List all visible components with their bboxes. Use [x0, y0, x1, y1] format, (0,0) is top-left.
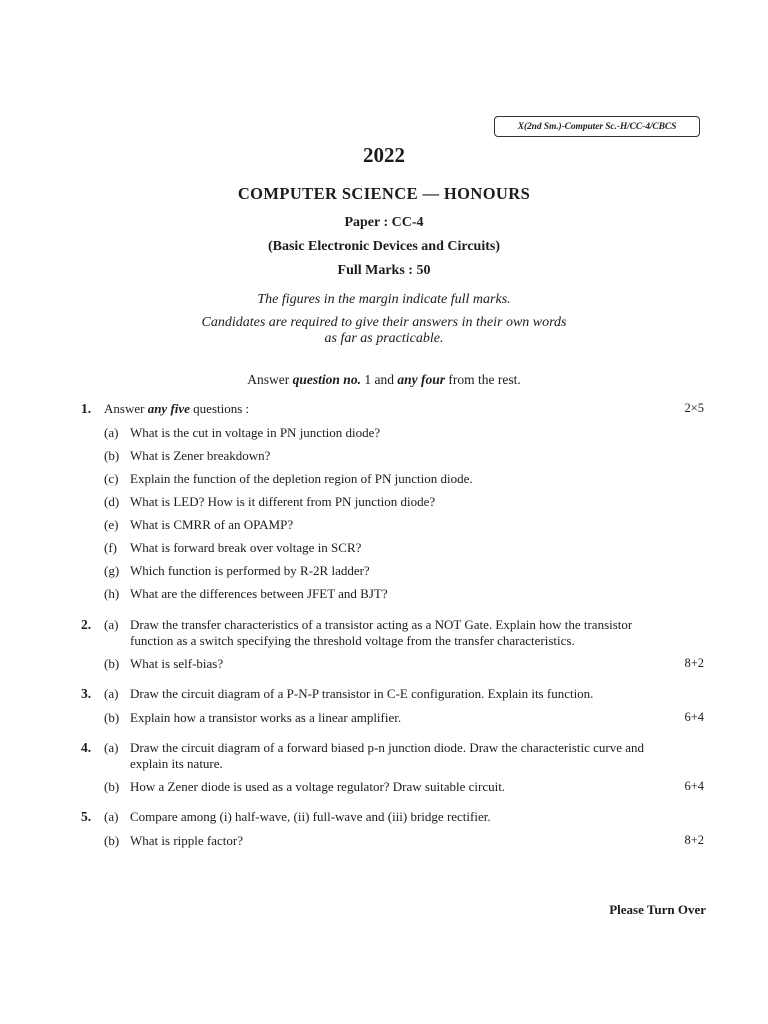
- q1-item-label: (h): [104, 586, 120, 601]
- q5-b-label: (b): [104, 833, 120, 848]
- q2-b-text: What is self-bias?: [130, 656, 224, 671]
- q1-item-text: What is the cut in voltage in PN junction diode?: [130, 425, 381, 440]
- q1-prefix: Answer: [104, 401, 148, 416]
- q4-b-text: How a Zener diode is used as a voltage regulator? Draw suitable circuit.: [130, 779, 506, 794]
- question-1-stem: [104, 401, 249, 417]
- subject-title: COMPUTER SCIENCE — HONOURS: [237, 184, 531, 203]
- q3-marks: 6+4: [684, 710, 704, 724]
- question-number-2: 2.: [81, 617, 92, 632]
- q1-item-text: Explain the function of the depletion region of PN junction diode.: [130, 471, 473, 486]
- q3-a-text: Draw the circuit diagram of a P-N-P transistor in C-E configuration. Explain its function.: [130, 686, 594, 701]
- q5-b-text: What is ripple factor?: [130, 833, 243, 848]
- q4-b-label: (b): [104, 779, 120, 794]
- q1-item: [104, 448, 270, 464]
- q5-marks: 8+2: [684, 833, 704, 847]
- q5-a-label: (a): [104, 809, 119, 824]
- q2-a-text-line1: Draw the transfer characteristics of a transistor acting as a NOT Gate. Explain how the transistor: [130, 617, 633, 632]
- answer-instruction: [0, 372, 768, 388]
- q4-marks: 6+4: [684, 779, 704, 793]
- q1-item-text: Which function is performed by R-2R ladder?: [130, 563, 370, 578]
- q2-part-a: [104, 617, 632, 633]
- q3-part-b: [104, 710, 401, 726]
- q4-a-text-line1: Draw the circuit diagram of a forward biased p-n junction diode. Draw the characteristic curve and: [130, 740, 645, 755]
- q4-part-a: [104, 740, 644, 756]
- q1-item-text: What is LED? How is it different from PN junction diode?: [130, 494, 436, 509]
- q3-part-a: [104, 686, 593, 702]
- q1-item-label: (d): [104, 494, 120, 509]
- q1-item-label: (b): [104, 448, 120, 463]
- instruction-qref: question no.: [292, 372, 361, 387]
- q1-item: [104, 563, 370, 579]
- question-number-4: 4.: [81, 740, 92, 755]
- q2-part-b: [104, 656, 223, 672]
- q1-item: [104, 471, 473, 487]
- q1-item-label: (e): [104, 517, 119, 532]
- paper-topic: (Basic Electronic Devices and Circuits): [267, 239, 500, 254]
- q1-marks: 2×5: [684, 401, 704, 415]
- q1-suffix: questions :: [189, 401, 250, 416]
- q5-part-a: [104, 809, 491, 825]
- question-number-5: 5.: [81, 809, 92, 824]
- exam-year: 2022: [363, 143, 405, 167]
- question-number-1: 1.: [81, 401, 92, 416]
- q1-item: [104, 517, 293, 533]
- paper-code: X(2nd Sm.)-Computer Sc.-H/CC-4/CBCS: [517, 121, 677, 132]
- q1-item-label: (f): [104, 540, 117, 555]
- q3-a-label: (a): [104, 686, 119, 701]
- please-turn-over: Please Turn Over: [609, 902, 706, 917]
- instruction-mid: 1 and: [360, 372, 398, 387]
- q3-b-label: (b): [104, 710, 120, 725]
- q2-b-label: (b): [104, 656, 120, 671]
- q1-item-label: (g): [104, 563, 120, 578]
- paper-number: Paper : CC-4: [344, 215, 424, 230]
- instruction-suffix: from the rest.: [444, 372, 521, 387]
- q5-part-b: [104, 833, 243, 849]
- full-marks: Full Marks : 50: [337, 263, 431, 278]
- q1-item: [104, 540, 361, 556]
- margin-note: The figures in the margin indicate full marks.: [257, 292, 511, 307]
- candidate-note-line2: as far as practicable.: [324, 331, 444, 346]
- q1-any-five: any five: [147, 401, 190, 416]
- q1-item: [104, 586, 388, 602]
- q1-item-label: (a): [104, 425, 119, 440]
- q3-b-text: Explain how a transistor works as a linear amplifier.: [130, 710, 402, 725]
- instruction-prefix: Answer: [247, 372, 293, 387]
- paper-code-box: [494, 116, 700, 137]
- q4-part-b: [104, 779, 505, 795]
- q1-item-text: What is forward break over voltage in SCR?: [130, 540, 362, 555]
- q1-item-text: What is CMRR of an OPAMP?: [130, 517, 294, 532]
- q5-a-text: Compare among (i) half-wave, (ii) full-wave and (iii) bridge rectifier.: [130, 809, 491, 824]
- q4-a-label: (a): [104, 740, 119, 755]
- q2-marks: 8+2: [684, 656, 704, 670]
- q1-item-text: What are the differences between JFET and BJT?: [130, 586, 388, 601]
- q1-item: [104, 494, 435, 510]
- question-number-3: 3.: [81, 686, 92, 701]
- q2-a-text-line2: function as a switch specifying the threshold voltage from the transfer characteristics.: [130, 633, 575, 648]
- q1-item-label: (c): [104, 471, 119, 486]
- q4-a-text-line2: explain its nature.: [130, 756, 223, 771]
- q1-item: [104, 425, 380, 441]
- q2-a-label: (a): [104, 617, 119, 632]
- instruction-any-four: any four: [397, 372, 445, 387]
- q1-item-text: What is Zener breakdown?: [130, 448, 271, 463]
- candidate-note-line1: Candidates are required to give their answers in their own words: [201, 315, 567, 330]
